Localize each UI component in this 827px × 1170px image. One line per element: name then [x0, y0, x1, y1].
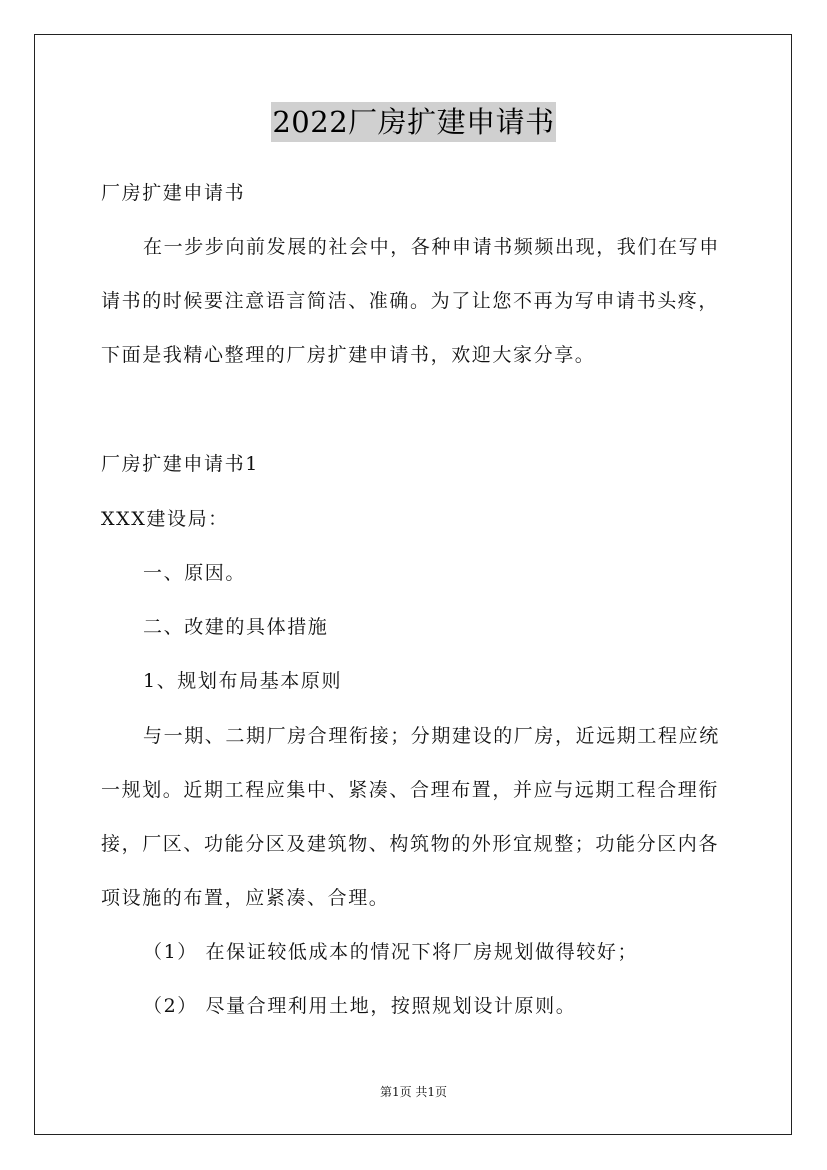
list-item: 二、改建的具体措施: [143, 616, 329, 638]
section-heading: 厂房扩建申请书: [101, 182, 246, 204]
addressee: XXX建设局：: [101, 508, 229, 530]
page-footer: 第1页 共1页: [379, 1085, 448, 1099]
list-item: 1、规划布局基本原则: [143, 670, 343, 692]
title-container: [0, 102, 827, 142]
paragraph-line: 与一期、二期厂房合理衔接；分期建设的厂房，近远期工程应统: [143, 725, 720, 747]
paragraph-line: 项设施的布置，应紧凑、合理。: [101, 887, 390, 909]
paragraph-line: 接，厂区、功能分区及建筑物、构筑物的外形宜规整；功能分区内各: [101, 833, 720, 855]
document-title: 2022厂房扩建申请书: [271, 102, 555, 142]
paragraph-line: 在一步步向前发展的社会中，各种申请书频频出现，我们在写申: [143, 236, 720, 258]
paragraph-line: 一规划。近期工程应集中、紧凑、合理布置，并应与远期工程合理衔: [101, 779, 720, 801]
paragraph-line: 下面是我精心整理的厂房扩建申请书，欢迎大家分享。: [101, 344, 596, 366]
list-item: （2） 尽量合理利用土地，按照规划设计原则。: [143, 995, 577, 1017]
list-item: 一、原因。: [143, 562, 247, 584]
list-item: （1） 在保证较低成本的情况下将厂房规划做得较好；: [143, 941, 639, 963]
paragraph-line: 请书的时候要注意语言简洁、准确。为了让您不再为写申请书头疼，: [101, 290, 720, 312]
section-heading: 厂房扩建申请书1: [101, 453, 259, 475]
